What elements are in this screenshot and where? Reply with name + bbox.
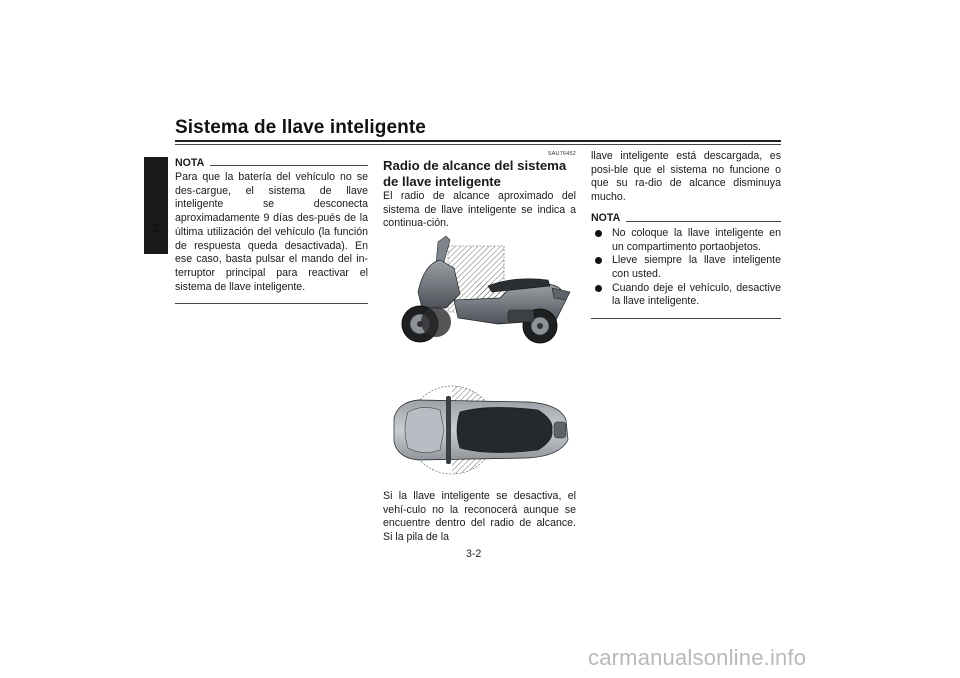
scooter-side-view-illustration [388,234,574,354]
nota-rule-2 [626,221,781,222]
column-3 [591,150,781,319]
range-text: Si la llave inteligente se desactiva, el vehí-culo no la reconocerá aunque se encuentre dentro del radio de alcance. Si la pila de la [383,490,576,544]
title-rule-thin [175,144,781,145]
nota-end-rule-2 [591,318,781,319]
title-rule [175,140,781,142]
section-code: SAU76452 [547,151,576,157]
bullet-icon [595,285,602,292]
section-intro: El radio de alcance aproximado del sistema de llave inteligente se indica a continua-ción. [383,190,576,230]
nota-text: Para que la batería del vehículo no se des-cargue, el sistema de llave inteligente se desconecta aproximadamente 9 días des-pués de la última utilización del vehículo (la función de respuesta queda desactivada). En ese caso, basta pulsar el mando del in-terruptor principal para reactivar el sistema de llave inteligente. [175,171,368,293]
scooter-top-view-illustration [388,382,574,477]
nota-label-2: NOTA [591,212,621,225]
chapter-tab [144,157,168,254]
bullet-text: No coloque la llave inteligente en un compartimento portaobjetos. [612,226,781,253]
nota-header [175,157,368,170]
column-2 [383,150,576,231]
bullet-icon [595,257,602,264]
nota-bullet-list [591,227,781,309]
column-1 [175,157,368,304]
page-number: 3-2 [466,548,482,560]
bullet-text: Lleve siempre la llave inteligente con usted. [612,254,781,280]
watermark: carmanualsonline.info [588,645,807,670]
bullet-item [591,227,781,254]
bullet-icon [595,230,602,237]
nota-header-2 [591,213,781,226]
bullet-item [591,282,781,309]
chapter-number: 3 [152,220,160,236]
nota-rule [210,165,368,166]
continued-text: llave inteligente está descargada, es posi-ble que el sistema no funcione o que su ra-dio de alcance disminuya mucho. [591,150,781,204]
bullet-item [591,254,781,281]
section-heading: Radio de alcance del sistema de llave inteligente [383,158,567,189]
bullet-text: Cuando deje el vehículo, desactive la llave inteligente. [612,281,781,308]
nota-label: NOTA [175,156,205,169]
nota-end-rule [175,303,368,304]
page-title: Sistema de llave inteligente [175,117,426,138]
